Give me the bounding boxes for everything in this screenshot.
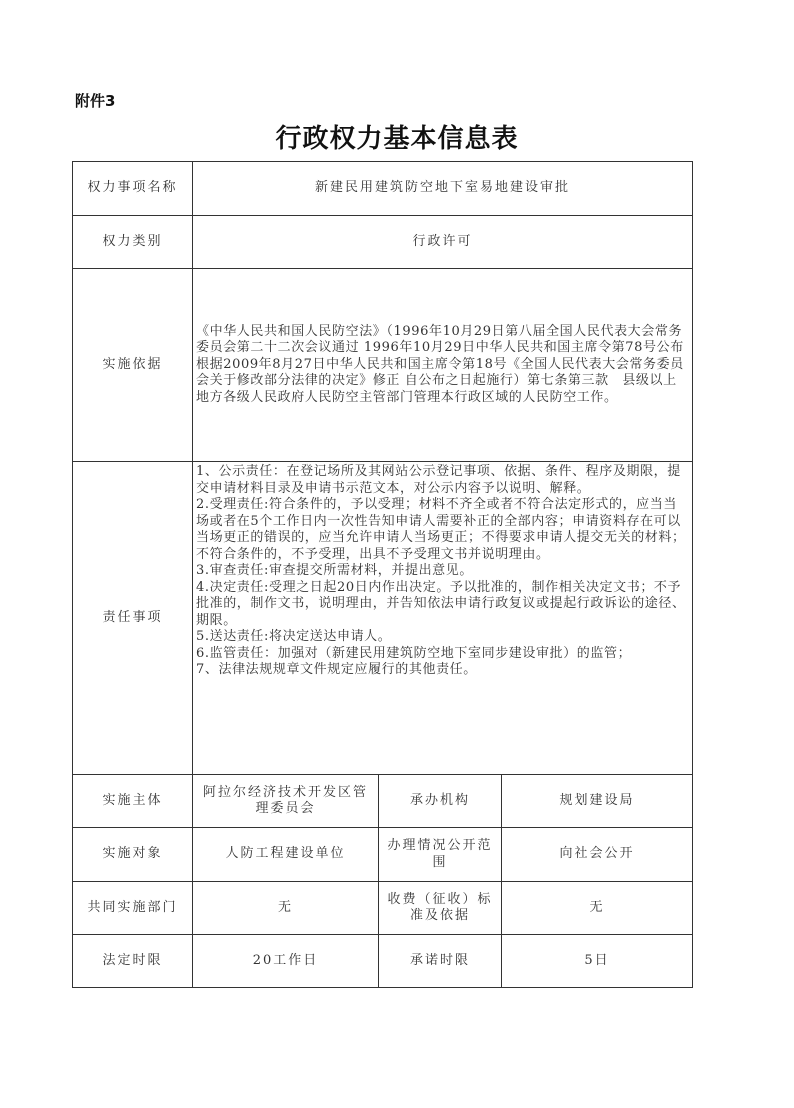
value-name: 新建民用建筑防空地下室易地建设审批 [193, 162, 693, 216]
table-row-time [73, 935, 693, 988]
label-legal-time: 法定时限 [73, 935, 193, 988]
label-disclosure: 办理情况公开范围 [379, 828, 502, 882]
duty-item: 1、公示责任：在登记场所及其网站公示登记事项、依据、条件、程序及期限，提交申请材料目录及申请书示范文本，对公示内容予以说明、解释。 [196, 464, 681, 496]
table-row-name [73, 162, 693, 216]
value-category: 行政许可 [193, 216, 693, 269]
table-row-duties [73, 462, 693, 775]
value-disclosure: 向社会公开 [502, 828, 693, 882]
attachment-label: 附件3 [75, 92, 116, 110]
label-duties: 责任事项 [73, 462, 193, 775]
table-row-subject [73, 775, 693, 828]
label-subject: 实施主体 [73, 775, 193, 828]
value-promised-time: 5日 [502, 935, 693, 988]
label-category: 权力类别 [73, 216, 193, 269]
duty-item: 5.送达责任:将决定送达申请人。 [196, 629, 392, 644]
table-row-category [73, 216, 693, 269]
label-promised-time: 承诺时限 [379, 935, 502, 988]
table-row-target [73, 828, 693, 882]
page-title: 行政权力基本信息表 [275, 124, 519, 154]
table-row-basis [73, 269, 693, 462]
value-target: 人防工程建设单位 [193, 828, 379, 882]
label-name: 权力事项名称 [73, 162, 193, 216]
label-agency: 承办机构 [379, 775, 502, 828]
value-legal-time: 20工作日 [193, 935, 379, 988]
info-table [72, 161, 693, 988]
value-subject: 阿拉尔经济技术开发区管理委员会 [193, 775, 379, 828]
value-fee: 无 [502, 882, 693, 935]
value-basis: 《中华人民共和国人民防空法》（1996年10月29日第八届全国人民代表大会常务委员会第二十二次会议通过 1996年10月29日中华人民共和国主席令第78号公布 根据2009年8月27日中华人民共和国主席令第18号《全国人民代表大会常务委员会关于修改部分法律的决定》修正 自公布之日起施行）第七条第三款 县级以上地方各级人民政府人民防空主管部门管理本行政区域的人民防空工作。 [193, 269, 693, 462]
label-target: 实施对象 [73, 828, 193, 882]
duty-item: 4.决定责任:受理之日起20日内作出决定。予以批准的，制作相关决定文书；不予批准的，制作文书，说明理由，并告知依法申请行政复议或提起行政诉讼的途径、期限。 [196, 579, 686, 628]
duty-item: 7、法律法规规章文件规定应履行的其他责任。 [196, 662, 477, 677]
duty-item: 6.监管责任：加强对（新建民用建筑防空地下室同步建设审批）的监管； [196, 645, 632, 661]
table-row-joint [73, 882, 693, 935]
label-basis: 实施依据 [73, 269, 193, 462]
value-joint: 无 [193, 882, 379, 935]
duty-item: 3.审查责任:审查提交所需材料，并提出意见。 [196, 563, 473, 578]
label-joint: 共同实施部门 [73, 882, 193, 935]
label-fee: 收费（征收）标准及依据 [379, 882, 502, 935]
value-duties [193, 462, 693, 775]
value-agency: 规划建设局 [502, 775, 693, 828]
duty-item: 2.受理责任:符合条件的，予以受理；材料不齐全或者不符合法定形式的，应当当场或者在5个工作日内一次性告知申请人需要补正的全部内容；申请资料存在可以当场更正的错误的，应当允许申请人当场更正；不得要求申请人提交无关的材料；不符合条件的，不予受理，出具不予受理文书并说明理由。 [196, 497, 686, 562]
